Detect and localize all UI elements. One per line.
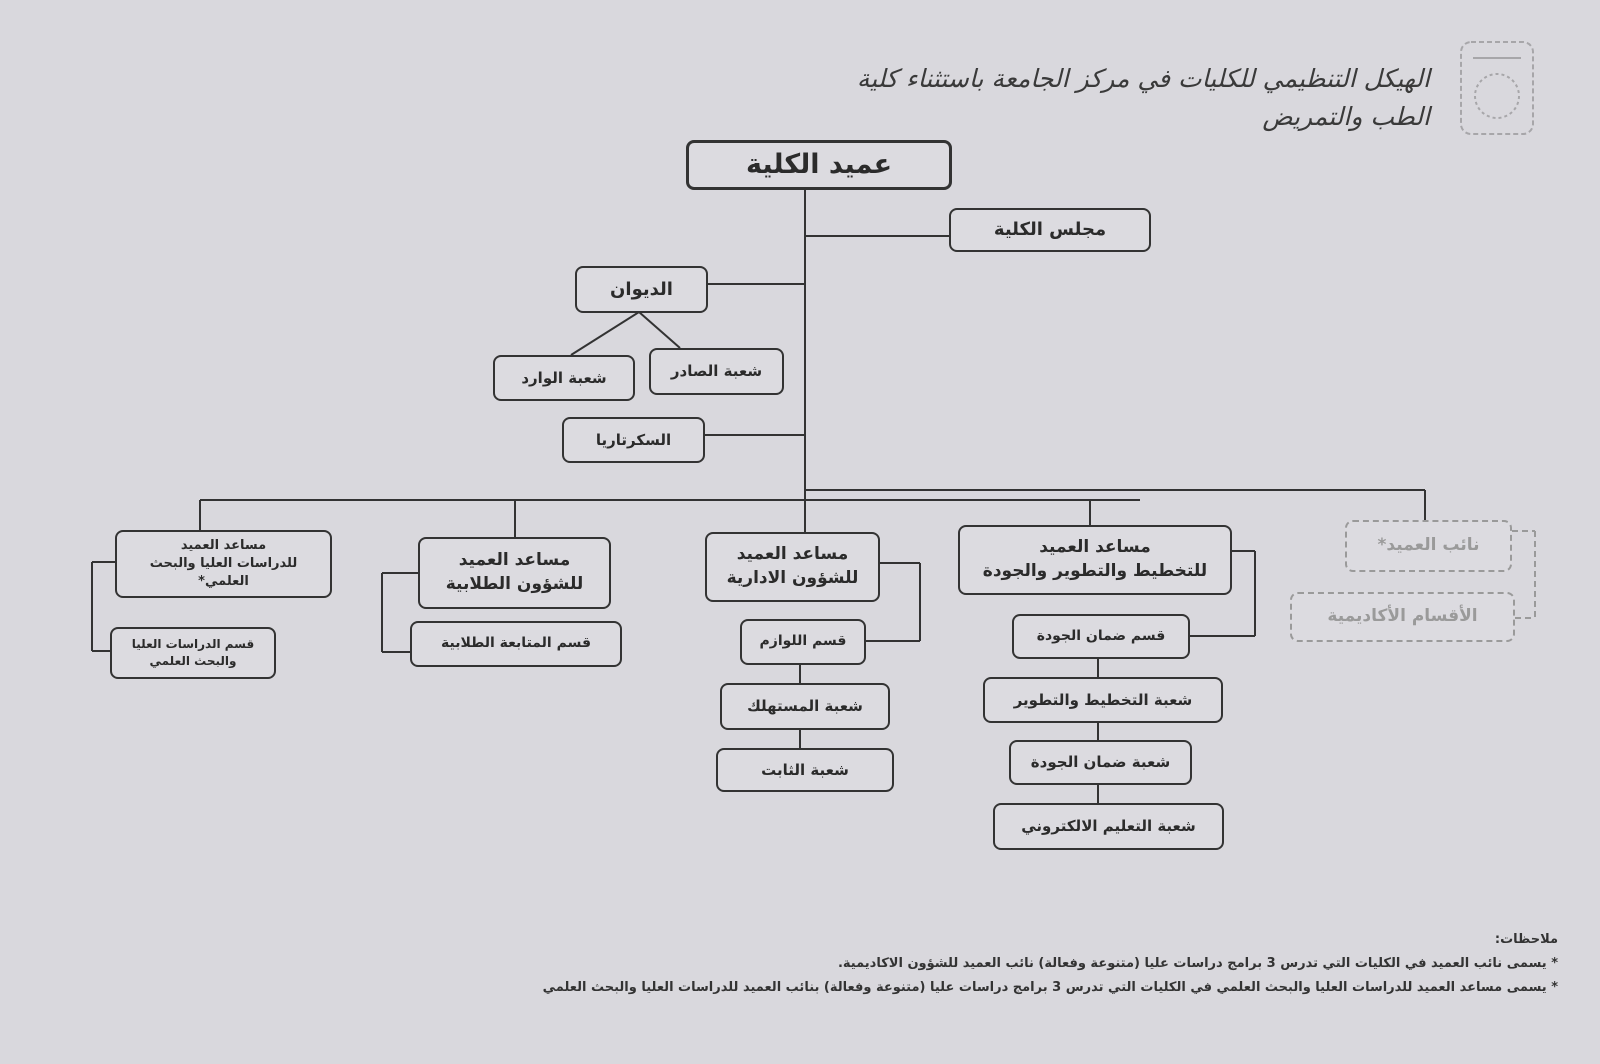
asst-dean-admin-box (705, 532, 880, 602)
incoming-unit-label: شعبة الوارد (521, 368, 607, 387)
consumables-unit-box (720, 683, 890, 730)
asst-dean-students-line1: مساعد العميد (458, 550, 571, 571)
asst-dean-planning-line2: للتخطيط والتطوير والجودة (982, 561, 1208, 581)
asst-dean-students-line2: للشؤون الطلابية (445, 574, 584, 594)
note-item: * يسمى نائب العميد في الكليات التي تدرس 3 برامج دراسات عليا (متنوعة وفعالة) نائب العميد للشؤون الاكاديمية. (837, 956, 1558, 972)
elearning-unit-label: شعبة التعليم الالكتروني (1021, 817, 1196, 835)
asst-dean-admin-line2: للشؤون الادارية (726, 568, 859, 588)
dean-box (686, 140, 952, 190)
council-label: مجلس الكلية (993, 219, 1107, 241)
asst-dean-planning-line1: مساعد العميد (1039, 537, 1151, 558)
quality-unit-box (1009, 740, 1192, 785)
note-item: * يسمى مساعد العميد للدراسات العليا والبحث العلمي في الكليات التي تدرس 3 برامج دراسات عليا (متنوعة وفعالة) بنائب العميد للدراسات العليا والبحث العلمي (542, 980, 1558, 996)
supplies-dept-box (740, 619, 866, 665)
asst-dean-planning-box (958, 525, 1232, 595)
asst-dean-students-box (418, 537, 611, 609)
grad-studies-dept-line2: والبحث العلمي (149, 654, 237, 668)
asst-dean-admin-line1: مساعد العميد (736, 544, 849, 565)
fixed-assets-unit-box (716, 748, 894, 792)
elearning-unit-box (993, 803, 1224, 850)
fixed-assets-unit-label: شعبة الثابت (761, 760, 849, 779)
quality-unit-label: شعبة ضمان الجودة (1030, 753, 1171, 771)
quality-assurance-dept-box (1012, 614, 1190, 659)
secretary-box (562, 417, 705, 463)
incoming-unit-box (493, 355, 635, 401)
supplies-dept-label: قسم اللوازم (759, 633, 847, 650)
outgoing-unit-label: شعبة الصادر (670, 362, 763, 380)
consumables-unit-label: شعبة المستهلك (747, 697, 863, 715)
notes-section (328, 925, 1558, 998)
outgoing-unit-box (649, 348, 784, 395)
asst-dean-grad-box (115, 530, 332, 598)
vice-dean-box (1345, 520, 1512, 572)
asst-dean-grad-line2: للدراسات العليا والبحث العلمي* (149, 555, 298, 590)
dean-label: عميد الكلية (745, 149, 893, 181)
diwan-label: الديوان (610, 278, 673, 300)
page-title: الهيكل التنظيمي للكليات في مركز الجامعة باستثناء كلية الطب والتمريض (856, 64, 1430, 131)
student-followup-dept-box (410, 621, 622, 667)
grad-studies-dept-line1: قسم الدراسات العليا (131, 637, 255, 652)
planning-unit-label: شعبة التخطيط والتطوير (1013, 690, 1193, 709)
council-box (949, 208, 1151, 252)
planning-unit-box (983, 677, 1223, 723)
secretary-label: السكرتاريا (595, 430, 672, 449)
notes-heading: ملاحظات: (1494, 932, 1558, 947)
grad-studies-dept-box (110, 627, 276, 679)
quality-assurance-dept-label: قسم ضمان الجودة (1036, 627, 1166, 644)
asst-dean-grad-line1: مساعد العميد (180, 537, 267, 553)
diwan-box (575, 266, 708, 313)
academic-departments-box (1290, 592, 1515, 642)
vice-dean-label: نائب العميد* (1377, 535, 1480, 556)
student-followup-dept-label: قسم المتابعة الطلابية (441, 635, 591, 652)
academic-departments-label: الأقسام الأكاديمية (1327, 606, 1478, 627)
